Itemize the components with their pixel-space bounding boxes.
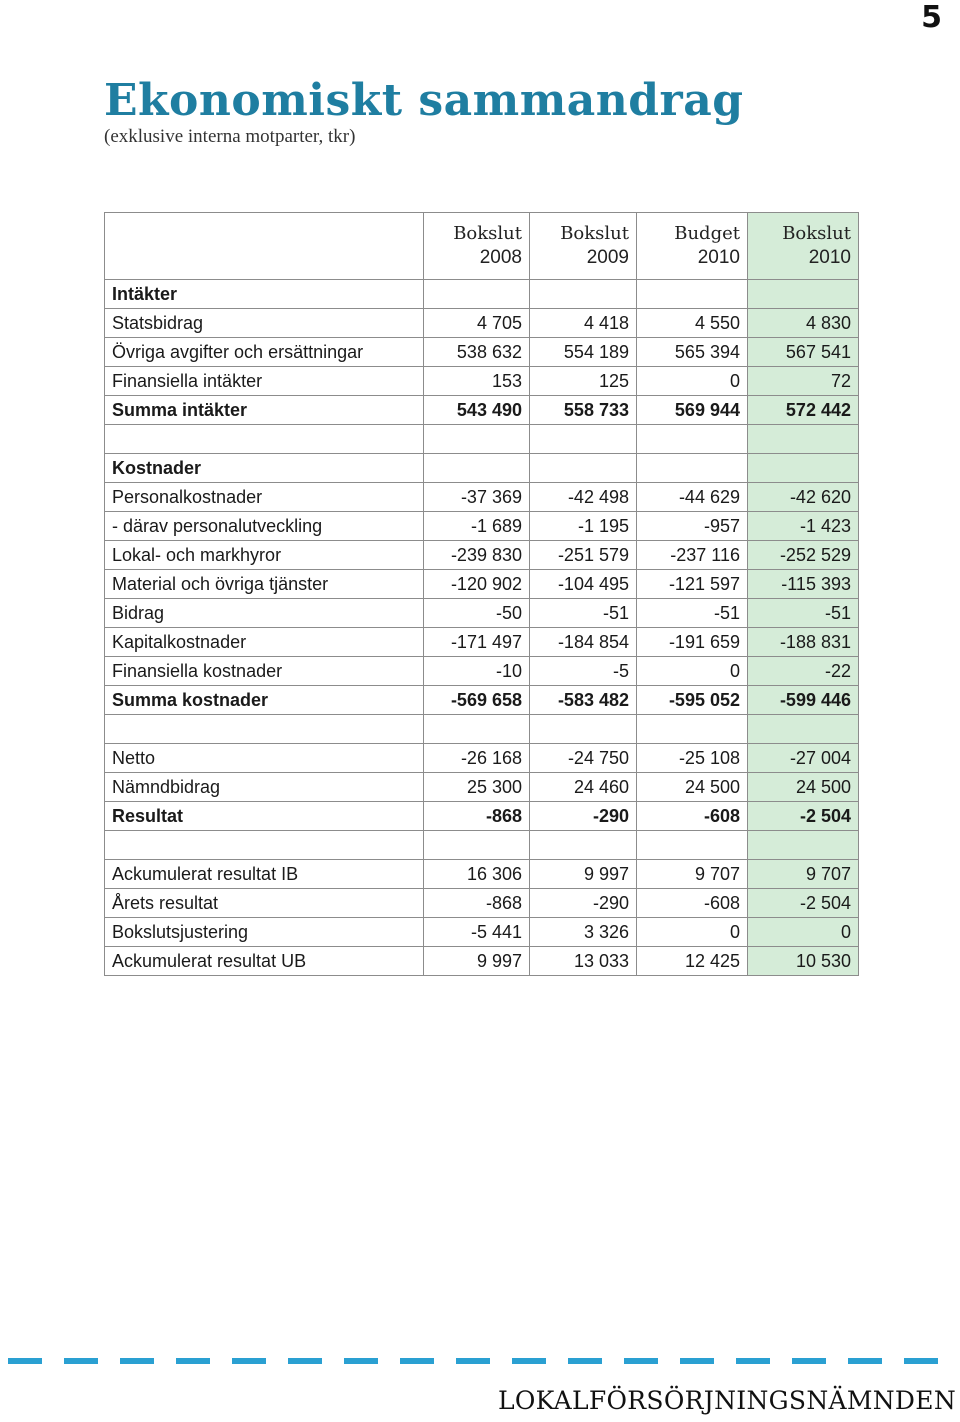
page-title: Ekonomiskt sammandrag: [104, 75, 744, 126]
value-cell: -115 393: [748, 570, 859, 599]
table-row: [105, 309, 859, 338]
spacer-cell: [424, 715, 530, 744]
row-label: Material och övriga tjänster: [105, 570, 424, 599]
value-cell: -44 629: [637, 483, 748, 512]
spacer-row: [105, 715, 859, 744]
spacer-cell: [637, 425, 748, 454]
row-label: Finansiella intäkter: [105, 367, 424, 396]
value-cell: 16 306: [424, 860, 530, 889]
value-cell: 569 944: [637, 396, 748, 425]
value-cell: -599 446: [748, 686, 859, 715]
value-cell: 24 460: [530, 773, 637, 802]
row-label: Summa intäkter: [105, 396, 424, 425]
value-cell: 538 632: [424, 338, 530, 367]
value-cell: 13 033: [530, 947, 637, 976]
table-row: [105, 338, 859, 367]
value-cell: -27 004: [748, 744, 859, 773]
spacer-cell: [530, 425, 637, 454]
value-cell: -290: [530, 889, 637, 918]
footer-organization-name: LOKALFÖRSÖRJNINGSNÄMNDEN: [497, 1386, 956, 1415]
table-row: [105, 628, 859, 657]
value-cell: -120 902: [424, 570, 530, 599]
value-cell: 9 997: [424, 947, 530, 976]
value-cell: 9 707: [637, 860, 748, 889]
spacer-cell: [530, 715, 637, 744]
row-label: Bidrag: [105, 599, 424, 628]
row-label: Nämndbidrag: [105, 773, 424, 802]
value-cell: [637, 280, 748, 309]
row-label: Kapitalkostnader: [105, 628, 424, 657]
value-cell: -868: [424, 889, 530, 918]
dash-segment: [624, 1358, 658, 1364]
row-label: Personalkostnader: [105, 483, 424, 512]
table-row: [105, 918, 859, 947]
spacer-cell: [424, 831, 530, 860]
table-row: [105, 744, 859, 773]
value-cell: -191 659: [637, 628, 748, 657]
dash-segment: [792, 1358, 826, 1364]
column-header: Bokslut 2010: [748, 213, 859, 280]
spacer-cell: [748, 715, 859, 744]
row-label: Ackumulerat resultat UB: [105, 947, 424, 976]
value-cell: -51: [637, 599, 748, 628]
table-row: [105, 947, 859, 976]
value-cell: -51: [530, 599, 637, 628]
table-row: [105, 570, 859, 599]
value-cell: -251 579: [530, 541, 637, 570]
value-cell: [748, 280, 859, 309]
table-row: [105, 367, 859, 396]
value-cell: -50: [424, 599, 530, 628]
dash-segment: [736, 1358, 770, 1364]
value-cell: -24 750: [530, 744, 637, 773]
value-cell: [530, 454, 637, 483]
spacer-row: [105, 831, 859, 860]
spacer-cell: [105, 831, 424, 860]
decorative-dash-line: [0, 1358, 960, 1374]
value-cell: -1 195: [530, 512, 637, 541]
value-cell: 10 530: [748, 947, 859, 976]
dash-segment: [176, 1358, 210, 1364]
section-heading: Intäkter: [105, 280, 424, 309]
value-cell: 572 442: [748, 396, 859, 425]
value-cell: -171 497: [424, 628, 530, 657]
value-cell: -42 620: [748, 483, 859, 512]
value-cell: [530, 280, 637, 309]
value-cell: [424, 454, 530, 483]
column-header: Bokslut 2008: [424, 213, 530, 280]
spacer-cell: [424, 425, 530, 454]
dash-segment: [344, 1358, 378, 1364]
value-cell: -5: [530, 657, 637, 686]
value-cell: [424, 280, 530, 309]
value-cell: 0: [637, 367, 748, 396]
value-cell: 554 189: [530, 338, 637, 367]
row-label: Bokslutsjustering: [105, 918, 424, 947]
table-row: [105, 889, 859, 918]
value-cell: 0: [637, 918, 748, 947]
value-cell: -184 854: [530, 628, 637, 657]
page-number: 5: [921, 0, 942, 35]
value-cell: -2 504: [748, 802, 859, 831]
table-row: [105, 512, 859, 541]
value-cell: -608: [637, 802, 748, 831]
value-cell: -26 168: [424, 744, 530, 773]
dash-segment: [848, 1358, 882, 1364]
spacer-row: [105, 425, 859, 454]
dash-segment: [64, 1358, 98, 1364]
value-cell: 9 707: [748, 860, 859, 889]
value-cell: 558 733: [530, 396, 637, 425]
table-header-row: [105, 213, 859, 280]
value-cell: -188 831: [748, 628, 859, 657]
dash-segment: [456, 1358, 490, 1364]
header-empty-cell: [105, 213, 424, 280]
value-cell: 125: [530, 367, 637, 396]
spacer-cell: [105, 715, 424, 744]
value-cell: 3 326: [530, 918, 637, 947]
value-cell: 4 550: [637, 309, 748, 338]
value-cell: -37 369: [424, 483, 530, 512]
table-row: [105, 657, 859, 686]
section-heading: Kostnader: [105, 454, 424, 483]
spacer-cell: [637, 831, 748, 860]
value-cell: 0: [637, 657, 748, 686]
value-cell: -583 482: [530, 686, 637, 715]
value-cell: -22: [748, 657, 859, 686]
dash-segment: [568, 1358, 602, 1364]
spacer-cell: [748, 425, 859, 454]
table-row: [105, 541, 859, 570]
value-cell: -1 423: [748, 512, 859, 541]
value-cell: -51: [748, 599, 859, 628]
table-row: [105, 860, 859, 889]
dash-segment: [288, 1358, 322, 1364]
value-cell: 4 830: [748, 309, 859, 338]
row-label: Finansiella kostnader: [105, 657, 424, 686]
spacer-cell: [105, 425, 424, 454]
value-cell: 24 500: [748, 773, 859, 802]
value-cell: 543 490: [424, 396, 530, 425]
row-label: Resultat: [105, 802, 424, 831]
dash-segment: [904, 1358, 938, 1364]
spacer-cell: [748, 831, 859, 860]
value-cell: -957: [637, 512, 748, 541]
value-cell: -10: [424, 657, 530, 686]
value-cell: -608: [637, 889, 748, 918]
financial-summary-table: [104, 212, 859, 976]
value-cell: -569 658: [424, 686, 530, 715]
value-cell: -2 504: [748, 889, 859, 918]
section-heading-row: [105, 454, 859, 483]
value-cell: -595 052: [637, 686, 748, 715]
total-row: [105, 802, 859, 831]
row-label: Statsbidrag: [105, 309, 424, 338]
value-cell: -42 498: [530, 483, 637, 512]
value-cell: -239 830: [424, 541, 530, 570]
value-cell: -252 529: [748, 541, 859, 570]
row-label: Lokal- och markhyror: [105, 541, 424, 570]
column-header: Budget 2010: [637, 213, 748, 280]
total-row: [105, 396, 859, 425]
value-cell: -290: [530, 802, 637, 831]
table-row: [105, 599, 859, 628]
table-row: [105, 773, 859, 802]
value-cell: 9 997: [530, 860, 637, 889]
dash-segment: [232, 1358, 266, 1364]
row-label: Netto: [105, 744, 424, 773]
dash-segment: [512, 1358, 546, 1364]
row-label: Summa kostnader: [105, 686, 424, 715]
row-label: Ackumulerat resultat IB: [105, 860, 424, 889]
value-cell: 24 500: [637, 773, 748, 802]
value-cell: 12 425: [637, 947, 748, 976]
total-row: [105, 686, 859, 715]
value-cell: -5 441: [424, 918, 530, 947]
row-label: - därav personalutveckling: [105, 512, 424, 541]
value-cell: 567 541: [748, 338, 859, 367]
column-header: Bokslut 2009: [530, 213, 637, 280]
value-cell: [637, 454, 748, 483]
value-cell: 72: [748, 367, 859, 396]
value-cell: 153: [424, 367, 530, 396]
section-heading-row: [105, 280, 859, 309]
dash-segment: [400, 1358, 434, 1364]
value-cell: 4 418: [530, 309, 637, 338]
value-cell: [748, 454, 859, 483]
dash-segment: [8, 1358, 42, 1364]
value-cell: -25 108: [637, 744, 748, 773]
value-cell: -868: [424, 802, 530, 831]
row-label: Årets resultat: [105, 889, 424, 918]
header: [104, 74, 744, 148]
spacer-cell: [637, 715, 748, 744]
value-cell: 25 300: [424, 773, 530, 802]
value-cell: -104 495: [530, 570, 637, 599]
value-cell: 565 394: [637, 338, 748, 367]
row-label: Övriga avgifter och ersättningar: [105, 338, 424, 367]
value-cell: 0: [748, 918, 859, 947]
table-row: [105, 483, 859, 512]
spacer-cell: [530, 831, 637, 860]
value-cell: -121 597: [637, 570, 748, 599]
page-subtitle: (exklusive interna motparter, tkr): [104, 126, 356, 147]
dash-segment: [120, 1358, 154, 1364]
value-cell: 4 705: [424, 309, 530, 338]
value-cell: -1 689: [424, 512, 530, 541]
dash-segment: [680, 1358, 714, 1364]
value-cell: -237 116: [637, 541, 748, 570]
